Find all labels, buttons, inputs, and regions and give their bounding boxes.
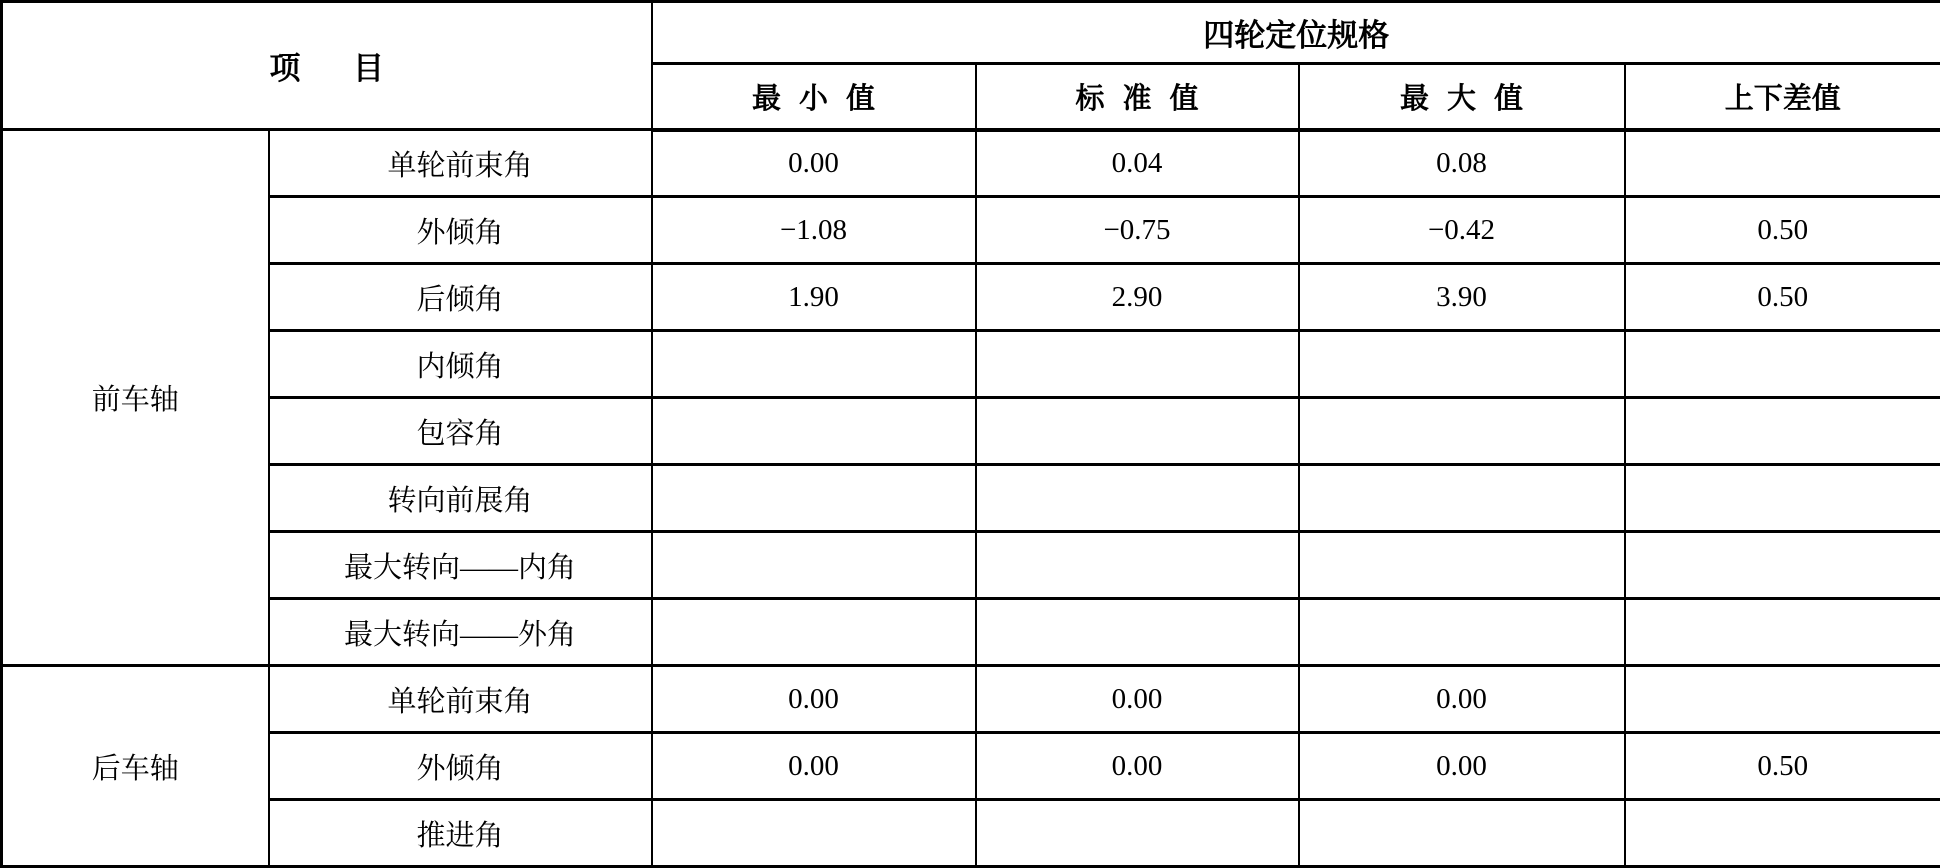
header-col-max: 最 大 值 — [1299, 64, 1625, 130]
value-min: 1.90 — [652, 264, 976, 331]
table-row — [2, 197, 1940, 264]
row-label: 单轮前束角 — [269, 130, 652, 197]
value-max: 0.00 — [1299, 733, 1625, 800]
header-item-cell: 项 目 — [2, 2, 652, 130]
value-max — [1299, 465, 1625, 532]
value-diff: 0.50 — [1625, 197, 1940, 264]
value-max — [1299, 532, 1625, 599]
row-label: 最大转向——外角 — [269, 599, 652, 666]
value-diff — [1625, 599, 1940, 666]
value-min — [652, 465, 976, 532]
row-label: 推进角 — [269, 800, 652, 867]
value-max — [1299, 398, 1625, 465]
value-max: −0.42 — [1299, 197, 1625, 264]
value-diff — [1625, 130, 1940, 197]
row-label: 最大转向——内角 — [269, 532, 652, 599]
value-diff — [1625, 532, 1940, 599]
value-min — [652, 398, 976, 465]
value-diff — [1625, 666, 1940, 733]
table-row — [2, 331, 1940, 398]
header-col-standard: 标 准 值 — [976, 64, 1299, 130]
row-label: 包容角 — [269, 398, 652, 465]
row-label: 单轮前束角 — [269, 666, 652, 733]
table-row — [2, 130, 1940, 197]
value-standard — [976, 800, 1299, 867]
value-standard: 0.00 — [976, 666, 1299, 733]
value-standard — [976, 331, 1299, 398]
value-max: 0.00 — [1299, 666, 1625, 733]
value-min: 0.00 — [652, 733, 976, 800]
table-row — [2, 733, 1940, 800]
value-max — [1299, 599, 1625, 666]
value-standard — [976, 532, 1299, 599]
value-min — [652, 331, 976, 398]
row-label: 后倾角 — [269, 264, 652, 331]
value-min: 0.00 — [652, 130, 976, 197]
value-standard: −0.75 — [976, 197, 1299, 264]
row-label: 转向前展角 — [269, 465, 652, 532]
value-diff: 0.50 — [1625, 733, 1940, 800]
table-row — [2, 800, 1940, 867]
table-row — [2, 532, 1940, 599]
header-col-diff: 上下差值 — [1625, 64, 1940, 130]
value-max — [1299, 800, 1625, 867]
value-max: 3.90 — [1299, 264, 1625, 331]
value-standard — [976, 398, 1299, 465]
axle-front-cell: 前车轴 — [2, 130, 269, 666]
value-diff — [1625, 800, 1940, 867]
value-max — [1299, 331, 1625, 398]
header-row-group — [2, 2, 1940, 64]
value-standard: 2.90 — [976, 264, 1299, 331]
value-min: −1.08 — [652, 197, 976, 264]
value-standard: 0.04 — [976, 130, 1299, 197]
value-min — [652, 532, 976, 599]
table-row — [2, 465, 1940, 532]
row-label: 外倾角 — [269, 733, 652, 800]
table-row — [2, 398, 1940, 465]
value-diff — [1625, 465, 1940, 532]
value-diff: 0.50 — [1625, 264, 1940, 331]
value-diff — [1625, 398, 1940, 465]
value-standard — [976, 599, 1299, 666]
table-row — [2, 264, 1940, 331]
table-row — [2, 666, 1940, 733]
value-min — [652, 599, 976, 666]
value-standard: 0.00 — [976, 733, 1299, 800]
row-label: 内倾角 — [269, 331, 652, 398]
axle-rear-cell: 后车轴 — [2, 666, 269, 867]
value-max: 0.08 — [1299, 130, 1625, 197]
value-min — [652, 800, 976, 867]
table-row — [2, 599, 1940, 666]
value-diff — [1625, 331, 1940, 398]
header-group-cell: 四轮定位规格 — [652, 2, 1940, 64]
value-standard — [976, 465, 1299, 532]
row-label: 外倾角 — [269, 197, 652, 264]
header-col-min: 最 小 值 — [652, 64, 976, 130]
value-min: 0.00 — [652, 666, 976, 733]
